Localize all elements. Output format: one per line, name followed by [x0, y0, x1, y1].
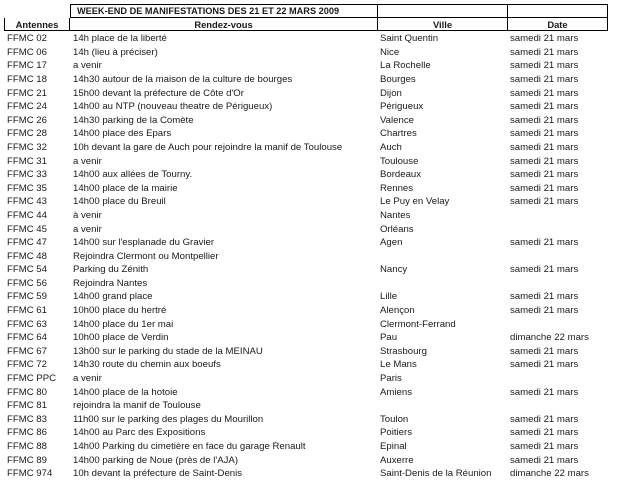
antenne-cell: FFMC 21: [7, 87, 47, 99]
date-cell: samedi 21 mars: [510, 386, 579, 398]
table-row: [4, 195, 608, 209]
rendez-vous-cell: a venir: [73, 223, 102, 235]
antenne-cell: FFMC 32: [7, 141, 47, 153]
ville-cell: Nancy: [380, 264, 408, 276]
date-cell: samedi 21 mars: [510, 141, 579, 153]
table-row: [4, 399, 608, 413]
table-row: [4, 386, 608, 400]
table-row: [4, 250, 608, 264]
rendez-vous-cell: 14h00 grand place: [73, 291, 153, 303]
ville-cell: Alençon: [380, 305, 415, 317]
table-body: [4, 32, 608, 481]
rendez-vous-cell: a venir: [73, 60, 102, 72]
table-row: [4, 114, 608, 128]
ville-cell: Toulon: [380, 413, 409, 425]
rendez-vous-cell: Rejoindra Nantes: [73, 277, 148, 289]
ville-cell: [378, 250, 508, 264]
antenne-cell: FFMC 02: [7, 33, 47, 45]
date-cell: [508, 250, 608, 264]
antenne-cell: FFMC 974: [7, 468, 53, 480]
ville-cell: Le Puy en Velay: [380, 196, 450, 208]
date-cell: samedi 21 mars: [510, 237, 579, 249]
table-row: [4, 440, 608, 454]
table-row: [4, 467, 608, 481]
ville-cell: Saint-Denis de la Réunion: [380, 468, 492, 480]
table-row: [4, 100, 608, 114]
table-row: [4, 155, 608, 169]
table-row: [4, 358, 608, 372]
date-cell: samedi 21 mars: [510, 114, 579, 126]
date-cell: [508, 399, 608, 413]
ville-cell: Clermont-Ferrand: [380, 318, 456, 330]
date-cell: samedi 21 mars: [510, 182, 579, 194]
date-cell: [508, 277, 608, 291]
rendez-vous-cell: 14h00 au Parc des Expositions: [73, 427, 206, 439]
ville-cell: [378, 277, 508, 291]
date-cell: samedi 21 mars: [510, 128, 579, 140]
ville-cell: Périgueux: [380, 101, 424, 113]
antenne-cell: FFMC 44: [7, 209, 47, 221]
rendez-vous-cell: 14h00 sur l'esplanade du Gravier: [73, 237, 215, 249]
rendez-vous-cell: 14h00 place du Breuil: [73, 196, 166, 208]
antenne-cell: FFMC 56: [7, 277, 47, 289]
column-header-date: Date: [508, 18, 608, 32]
antenne-cell: FFMC 06: [7, 46, 47, 58]
date-cell: samedi 21 mars: [510, 427, 579, 439]
date-cell: samedi 21 mars: [510, 46, 579, 58]
antenne-cell: FFMC 48: [7, 250, 47, 262]
antenne-cell: FFMC 26: [7, 114, 47, 126]
date-cell: samedi 21 mars: [510, 60, 579, 72]
ville-cell: Paris: [380, 373, 402, 385]
date-cell: samedi 21 mars: [510, 101, 579, 113]
rendez-vous-cell: a venir: [73, 155, 102, 167]
table-row: [4, 304, 608, 318]
date-cell: samedi 21 mars: [510, 155, 579, 167]
antenne-cell: FFMC 24: [7, 101, 47, 113]
rendez-vous-cell: 14h (lieu à préciser): [73, 46, 158, 58]
rendez-vous-cell: a venir: [73, 373, 102, 385]
antenne-cell: FFMC 43: [7, 196, 47, 208]
date-cell: samedi 21 mars: [510, 33, 579, 45]
ville-cell: [378, 399, 508, 413]
table-row: [4, 59, 608, 73]
ville-cell: Agen: [380, 237, 403, 249]
table-row: [4, 236, 608, 250]
column-header-rendez-vous: Rendez-vous: [70, 18, 378, 32]
title-empty-cell: [508, 4, 608, 18]
rendez-vous-cell: 14h00 Parking du cimetière en face du garage Renault: [73, 441, 306, 452]
date-cell: [508, 318, 608, 332]
antenne-cell: FFMC 80: [7, 386, 47, 398]
ville-cell: Orléans: [380, 223, 414, 235]
date-cell: dimanche 22 mars: [510, 468, 589, 480]
ville-cell: Nantes: [380, 209, 411, 221]
antenne-cell: FFMC 83: [7, 413, 47, 425]
antenne-cell: FFMC 72: [7, 359, 47, 371]
ville-cell: Poitiers: [380, 427, 412, 439]
rendez-vous-cell: 14h00 place de la mairie: [73, 182, 178, 194]
table-row: [4, 127, 608, 141]
rendez-vous-cell: 14h00 aux allées de Tourny.: [73, 169, 193, 181]
antenne-cell: FFMC 63: [7, 318, 47, 330]
rendez-vous-cell: 14h30 parking de la Comète: [73, 114, 194, 126]
rendez-vous-cell: 14h00 place du 1er mai: [73, 318, 174, 330]
rendez-vous-cell: 14h00 parking de Noue (près de l'AJA): [73, 454, 239, 466]
date-cell: samedi 21 mars: [510, 196, 579, 208]
antenne-cell: FFMC 54: [7, 264, 47, 276]
date-cell: [508, 223, 608, 237]
ville-cell: Auch: [380, 141, 402, 153]
rendez-vous-cell: Parking du Zénith: [73, 264, 149, 276]
date-cell: dimanche 22 mars: [510, 332, 589, 344]
table-row: [4, 32, 608, 46]
rendez-vous-cell: 14h00 place de la hotoie: [73, 386, 178, 398]
table-row: [4, 318, 608, 332]
rendez-vous-cell: 14h30 autour de la maison de la culture de bourges: [73, 73, 293, 85]
rendez-vous-cell: 10h00 place de Verdin: [73, 332, 169, 344]
date-cell: samedi 21 mars: [510, 359, 579, 371]
table-row: [4, 372, 608, 386]
header-row: [4, 18, 608, 32]
table-row: [4, 345, 608, 359]
sheet-title: WEEK-END DE MANIFESTATIONS DES 21 ET 22 MARS 2009: [70, 4, 378, 18]
ville-cell: Amiens: [380, 386, 412, 398]
date-cell: samedi 21 mars: [510, 454, 579, 466]
antenne-cell: FFMC 35: [7, 182, 47, 194]
title-spacer: [4, 4, 70, 18]
rendez-vous-cell: Rejoindra Clermont ou Montpellier: [73, 250, 219, 262]
antenne-cell: FFMC 33: [7, 169, 47, 181]
ville-cell: Strasbourg: [380, 345, 427, 357]
table-row: [4, 209, 608, 223]
date-cell: samedi 21 mars: [510, 305, 579, 317]
rendez-vous-cell: 11h00 sur le parking des plages du Mourillon: [73, 413, 264, 425]
ville-cell: Pau: [380, 332, 398, 344]
table-row: [4, 223, 608, 237]
ville-cell: Toulouse: [380, 155, 419, 167]
date-cell: samedi 21 mars: [510, 73, 579, 85]
antenne-cell: FFMC 64: [7, 332, 47, 344]
antenne-cell: FFMC 28: [7, 128, 47, 140]
table-row: [4, 73, 608, 87]
antenne-cell: FFMC 61: [7, 305, 47, 317]
table-row: [4, 168, 608, 182]
ville-cell: Auxerre: [380, 454, 414, 466]
ville-cell: Le Mans: [380, 359, 417, 371]
rendez-vous-cell: 14h30 route du chemin aux boeufs: [73, 359, 221, 371]
ville-cell: Valence: [380, 114, 414, 126]
antenne-cell: FFMC PPC: [7, 373, 57, 385]
ville-cell: Nice: [380, 46, 400, 58]
antenne-cell: FFMC 67: [7, 345, 47, 357]
table-row: [4, 277, 608, 291]
date-cell: samedi 21 mars: [510, 169, 579, 181]
spreadsheet: [4, 4, 608, 481]
date-cell: samedi 21 mars: [510, 441, 579, 452]
date-cell: samedi 21 mars: [510, 291, 579, 303]
antenne-cell: FFMC 88: [7, 441, 47, 452]
table-row: [4, 413, 608, 427]
date-cell: [508, 209, 608, 223]
antenne-cell: FFMC 86: [7, 427, 47, 439]
table-row: [4, 182, 608, 196]
column-header-ville: Ville: [378, 18, 508, 32]
ville-cell: Dijon: [380, 87, 402, 99]
rendez-vous-cell: 10h devant la préfecture de Saint-Denis: [73, 468, 243, 480]
table-row: [4, 331, 608, 345]
rendez-vous-cell: 14h00 au NTP (nouveau theatre de Périgueux): [73, 101, 273, 113]
rendez-vous-cell: 13h00 sur le parking du stade de la MEINAU: [73, 345, 263, 357]
date-cell: samedi 21 mars: [510, 413, 579, 425]
ville-cell: Saint Quentin: [380, 33, 439, 45]
column-header-antennes: Antennes: [4, 18, 70, 32]
antenne-cell: FFMC 81: [7, 400, 47, 412]
ville-cell: Rennes: [380, 182, 414, 194]
rendez-vous-cell: 14h00 place des Epars: [73, 128, 172, 140]
date-cell: samedi 21 mars: [510, 264, 579, 276]
antenne-cell: FFMC 89: [7, 454, 47, 466]
table-row: [4, 141, 608, 155]
antenne-cell: FFMC 45: [7, 223, 47, 235]
antenne-cell: FFMC 59: [7, 291, 47, 303]
ville-cell: Bordeaux: [380, 169, 422, 181]
table-row: [4, 426, 608, 440]
antenne-cell: FFMC 18: [7, 73, 47, 85]
rendez-vous-cell: à venir: [73, 209, 102, 221]
antenne-cell: FFMC 17: [7, 60, 47, 72]
title-empty-cell: [378, 4, 508, 18]
ville-cell: Chartres: [380, 128, 417, 140]
rendez-vous-cell: 10h00 place du hertré: [73, 305, 167, 317]
ville-cell: La Rochelle: [380, 60, 431, 72]
ville-cell: Lille: [380, 291, 398, 303]
date-cell: [508, 372, 608, 386]
table-row: [4, 87, 608, 101]
antenne-cell: FFMC 31: [7, 155, 47, 167]
rendez-vous-cell: 10h devant la gare de Auch pour rejoindre la manif de Toulouse: [73, 141, 343, 153]
rendez-vous-cell: 14h place de la liberté: [73, 33, 167, 45]
table-row: [4, 290, 608, 304]
ville-cell: Epinal: [380, 441, 407, 452]
antenne-cell: FFMC 47: [7, 237, 47, 249]
table-row: [4, 46, 608, 60]
title-row: [4, 4, 608, 18]
table-row: [4, 263, 608, 277]
date-cell: samedi 21 mars: [510, 87, 579, 99]
rendez-vous-cell: 15h00 devant la préfecture de Côte d'Or: [73, 87, 244, 99]
ville-cell: Bourges: [380, 73, 416, 85]
date-cell: samedi 21 mars: [510, 345, 579, 357]
table-row: [4, 454, 608, 468]
rendez-vous-cell: rejoindra la manif de Toulouse: [73, 400, 201, 412]
